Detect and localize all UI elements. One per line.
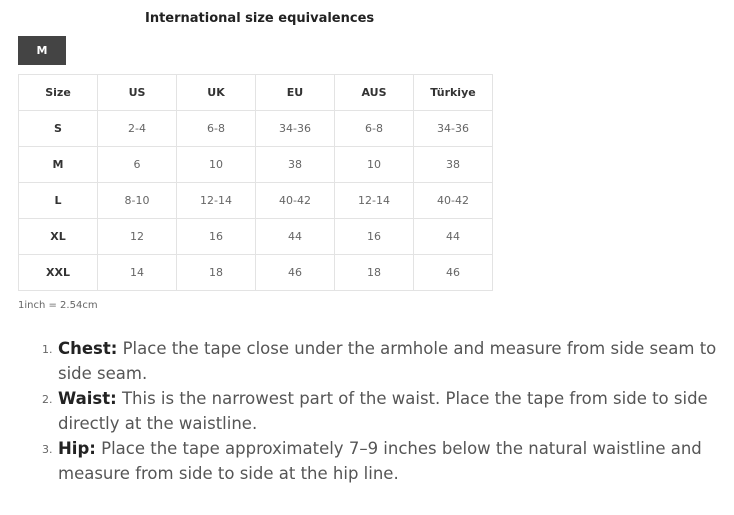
column-header: UK: [177, 75, 256, 111]
table-cell: 10: [335, 147, 414, 183]
table-cell: 18: [335, 255, 414, 291]
table-row: [19, 147, 493, 183]
instruction-label: Waist:: [58, 389, 117, 408]
table-cell: 40-42: [256, 183, 335, 219]
instruction-item: [42, 336, 718, 386]
table-cell: 46: [256, 255, 335, 291]
page-title: International size equivalences: [145, 11, 375, 26]
table-cell: 46: [414, 255, 493, 291]
instruction-text: This is the narrowest part of the waist. Place the tape from side to side directly at the waistline.: [58, 389, 708, 433]
instruction-label: Chest:: [58, 339, 118, 358]
instruction-text: Place the tape approximately 7–9 inches below the natural waistline and measure from side to side at the hip line.: [58, 439, 702, 483]
table-cell: 16: [177, 219, 256, 255]
table-cell: 6: [98, 147, 177, 183]
table-row: [19, 255, 493, 291]
table-header-row: [19, 75, 493, 111]
conversion-note: 1inch = 2.54cm: [18, 300, 98, 311]
column-header: Türkiye: [414, 75, 493, 111]
table-cell: 44: [414, 219, 493, 255]
column-header: Size: [19, 75, 98, 111]
table-cell: 2-4: [98, 111, 177, 147]
table-cell: 12: [98, 219, 177, 255]
column-header: EU: [256, 75, 335, 111]
list-number: 2.: [42, 393, 53, 406]
table-row: [19, 183, 493, 219]
table-cell: 44: [256, 219, 335, 255]
table-cell: 6-8: [335, 111, 414, 147]
table-cell: 34-36: [256, 111, 335, 147]
table-cell: 10: [177, 147, 256, 183]
size-cell: XXL: [19, 255, 98, 291]
list-number: 3.: [42, 443, 53, 456]
table-row: [19, 111, 493, 147]
table-cell: 8-10: [98, 183, 177, 219]
table-cell: 12-14: [177, 183, 256, 219]
size-cell: S: [19, 111, 98, 147]
table-row: [19, 219, 493, 255]
table-cell: 38: [414, 147, 493, 183]
size-cell: L: [19, 183, 98, 219]
size-cell: XL: [19, 219, 98, 255]
table-cell: 12-14: [335, 183, 414, 219]
table-cell: 40-42: [414, 183, 493, 219]
measurement-instructions: [42, 336, 718, 486]
size-chart-table: [18, 74, 493, 291]
table-cell: 14: [98, 255, 177, 291]
column-header: AUS: [335, 75, 414, 111]
instruction-label: Hip:: [58, 439, 96, 458]
table-cell: 16: [335, 219, 414, 255]
list-number: 1.: [42, 343, 53, 356]
column-header: US: [98, 75, 177, 111]
table-cell: 6-8: [177, 111, 256, 147]
instruction-item: [42, 386, 718, 436]
instruction-text: Place the tape close under the armhole and measure from side seam to side seam.: [58, 339, 717, 383]
table-cell: 34-36: [414, 111, 493, 147]
instruction-item: [42, 436, 718, 486]
size-cell: M: [19, 147, 98, 183]
size-tab-selected[interactable]: M: [18, 36, 66, 65]
table-cell: 38: [256, 147, 335, 183]
table-cell: 18: [177, 255, 256, 291]
